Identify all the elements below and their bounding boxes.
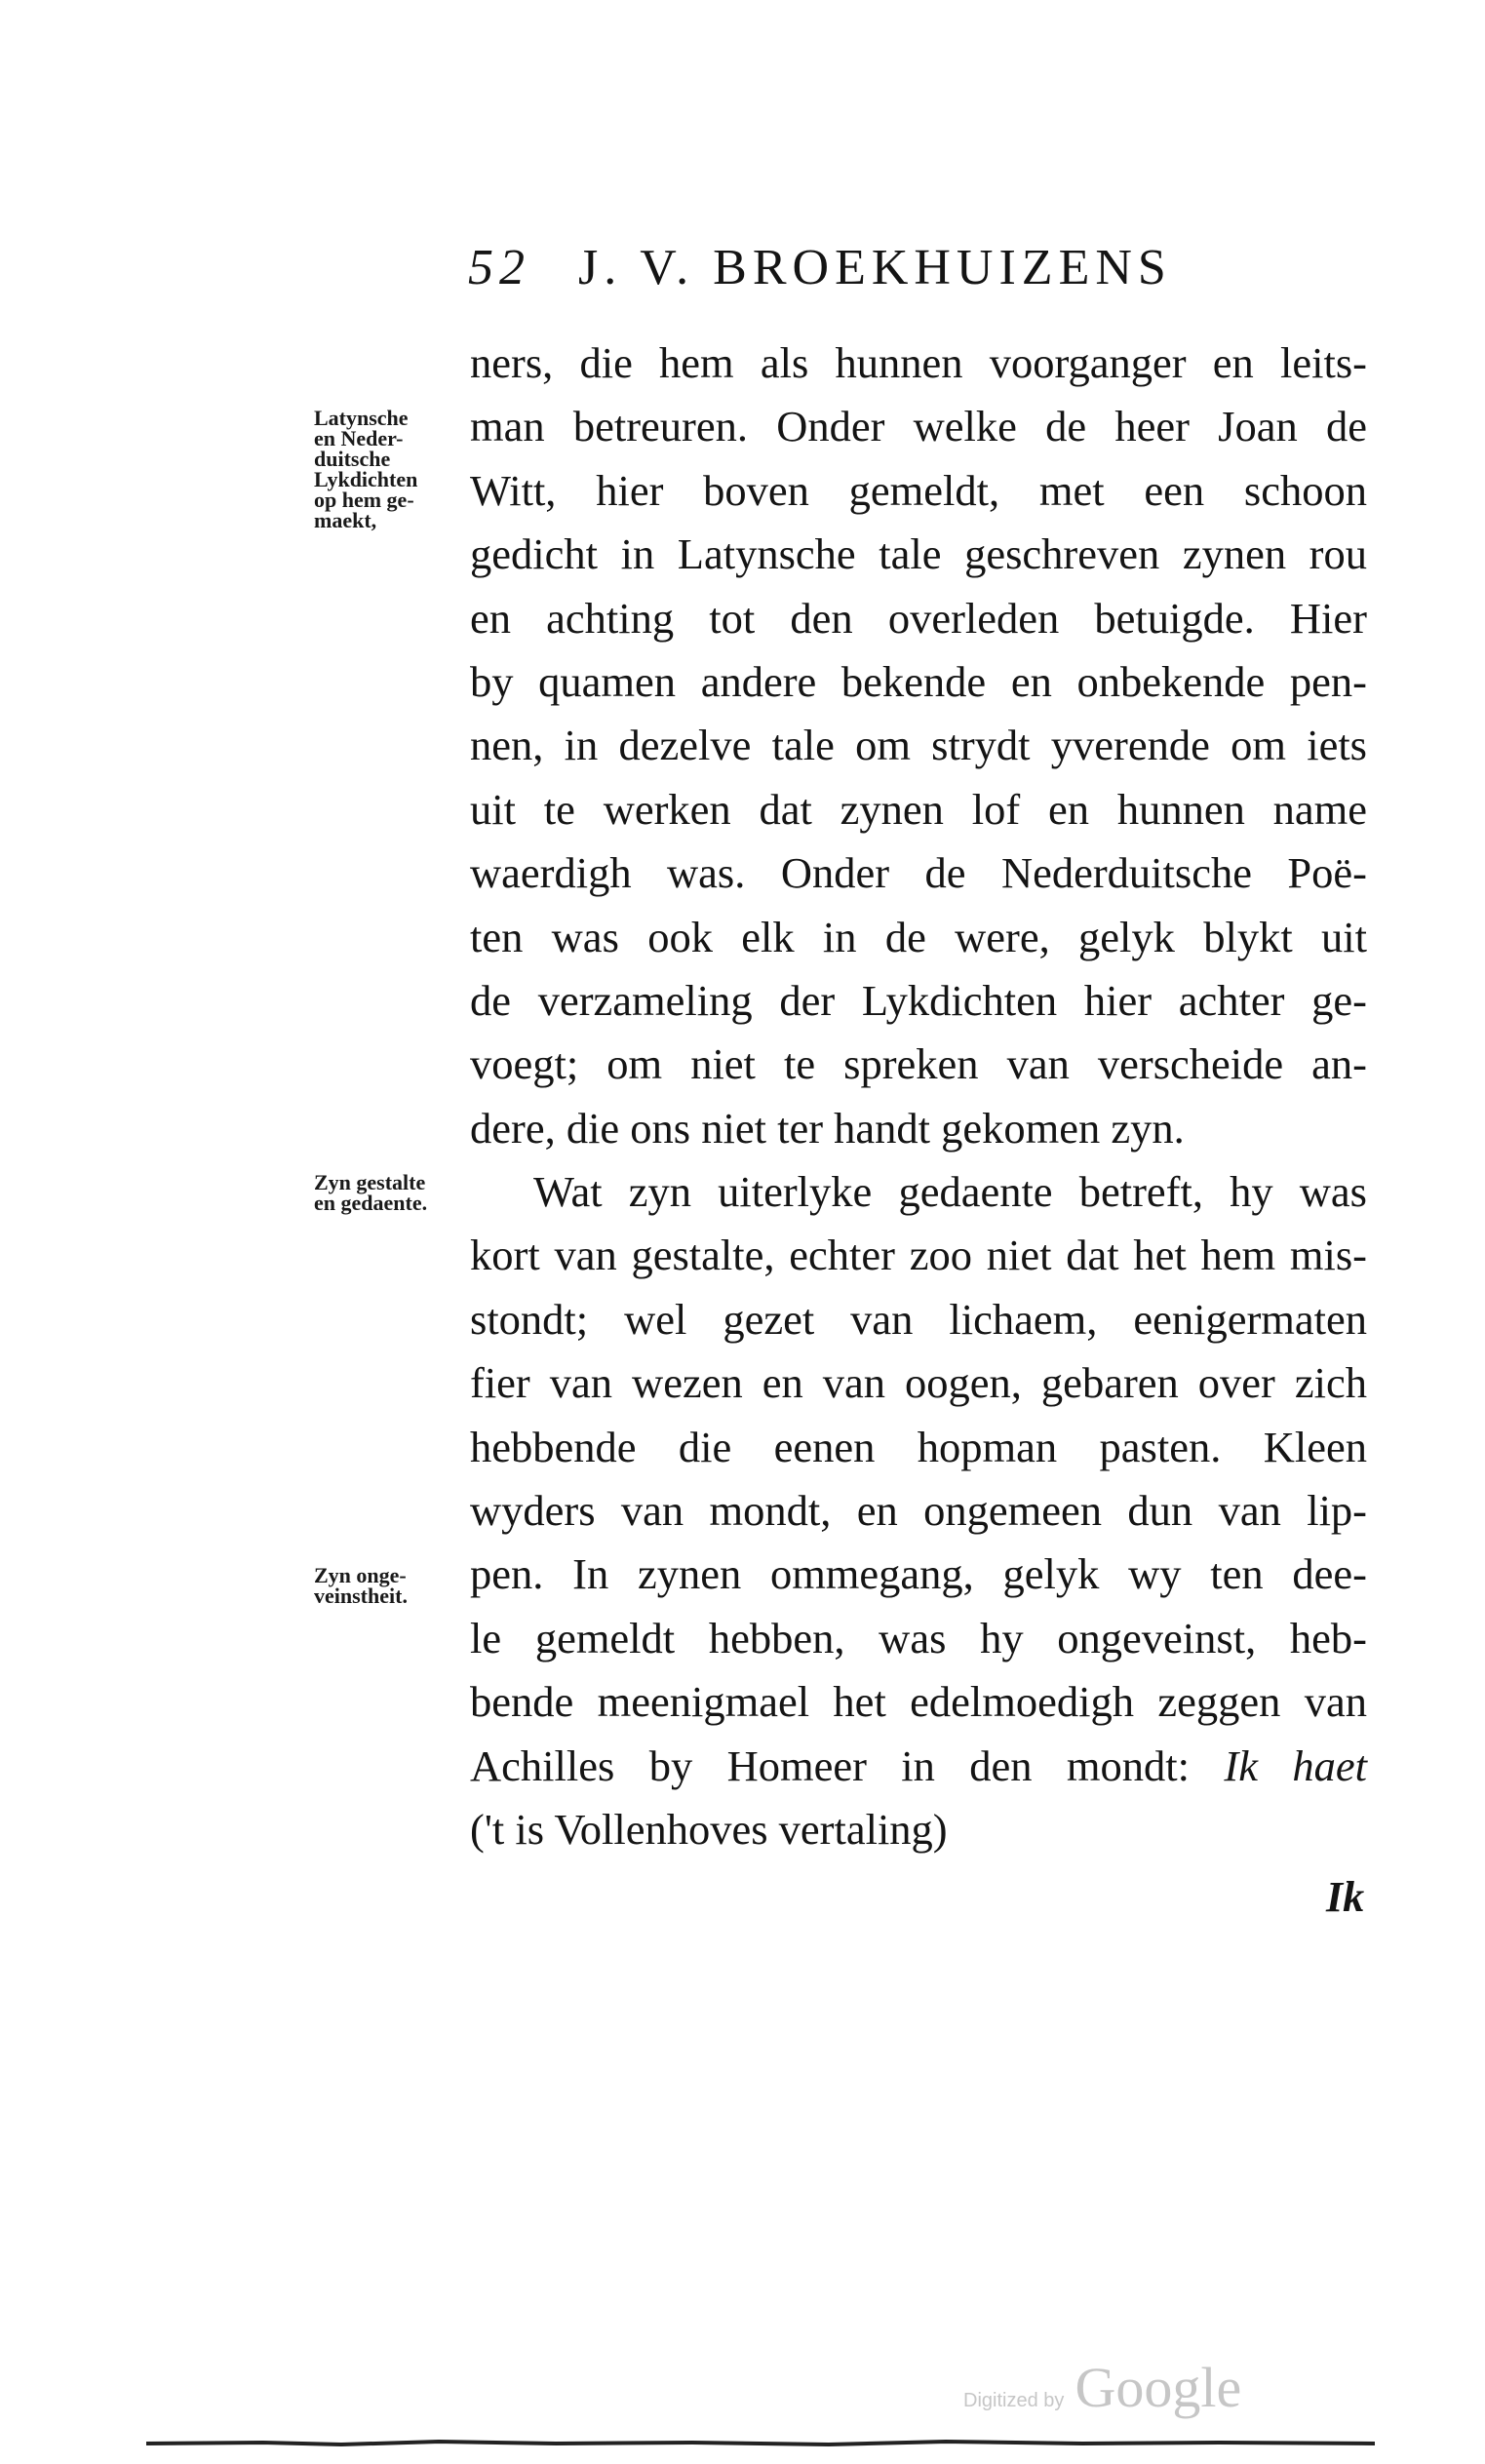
page-edge-scan-artifact [146,2438,1375,2447]
margin-note-line: Latynsche [314,406,409,430]
margin-note-line: op hem ge- [314,488,414,512]
text-segment: Achilles by Homeer in den mondt: [470,1740,1225,1790]
text-line: by quamen andere bekende en onbekende pen- [470,656,1367,706]
margin-note-line: veinstheit. [314,1584,408,1608]
catchword: Ik [1326,1873,1365,1921]
margin-note-line: Zyn onge- [314,1563,407,1587]
text-line: le gemeldt hebben, was hy ongeveinst, heb- [470,1613,1367,1662]
text-line: dere, die ons niet ter handt gekomen zyn. [470,1103,1185,1153]
text-line: wyders van mondt, en ongemeen dun van lip- [470,1486,1367,1536]
text-line: uit te werken dat zynen lof en hunnen name [470,784,1367,834]
margin-note-line: duitsche [314,447,391,471]
text-line: gedicht in Latynsche tale geschreven zynen rou [470,529,1367,579]
text-line: ners, die hem als hunnen voorganger en leits- [470,338,1367,387]
text-line: nen, in dezelve tale om strydt yverende om iets [470,721,1367,770]
running-header [468,239,1375,307]
text-line: ten was ook elk in de were, gelyk blykt uit [470,912,1367,961]
margin-note-stature [314,1172,470,1213]
margin-note-sincerity [314,1565,470,1606]
text-line: stondt; wel gezet van lichaem, eenigermaten [470,1294,1367,1344]
text-line: bende meenigmael het edelmoedigh zeggen van [470,1677,1367,1727]
text-line: voegt; om niet te spreken van verscheide an- [470,1039,1367,1089]
page-number: 52 [468,240,530,295]
text-line: fier van wezen en van oogen, gebaren over zich [470,1358,1367,1408]
margin-note-latin-dutch-elegies [314,408,470,530]
text-line: waerdigh was. Onder de Nederduitsche Poë- [470,848,1367,898]
watermark-brand: Google [1075,2356,1242,2419]
body-text [470,332,1367,1861]
margin-note-line: Zyn gestalte [314,1170,426,1194]
italic-quote-start: Ik haet [1224,1740,1367,1790]
text-line-with-italic [470,1735,1367,1798]
text-line: de verzameling der Lykdichten hier achter ge- [470,975,1367,1025]
text-line: hebbende die eenen hopman pasten. Kleen [470,1422,1367,1471]
text-line: en achting tot den overleden betuigde. Hier [470,593,1367,643]
text-line: Witt, hier boven gemeldt, met een schoon [470,465,1367,515]
margin-note-line: Lykdichten [314,467,418,491]
text-line: man betreuren. Onder welke de heer Joan de [470,402,1367,451]
digitization-watermark [963,2355,1241,2420]
running-title: J. V. BROEKHUIZENS [578,240,1172,295]
text-line: pen. In zynen ommegang, gelyk wy ten dee- [470,1549,1367,1599]
margin-note-line: maekt, [314,508,377,532]
text-line: kort van gestalte, echter zoo niet dat het hem mis- [470,1231,1367,1280]
text-line: Wat zyn uiterlyke gedaente betreft, hy was [533,1167,1367,1217]
watermark-prefix: Digitized by [963,2390,1065,2411]
margin-note-line: en Neder- [314,426,404,450]
text-line: ('t is Vollenhoves vertaling) [470,1804,948,1854]
margin-note-line: en gedaente. [314,1191,428,1215]
